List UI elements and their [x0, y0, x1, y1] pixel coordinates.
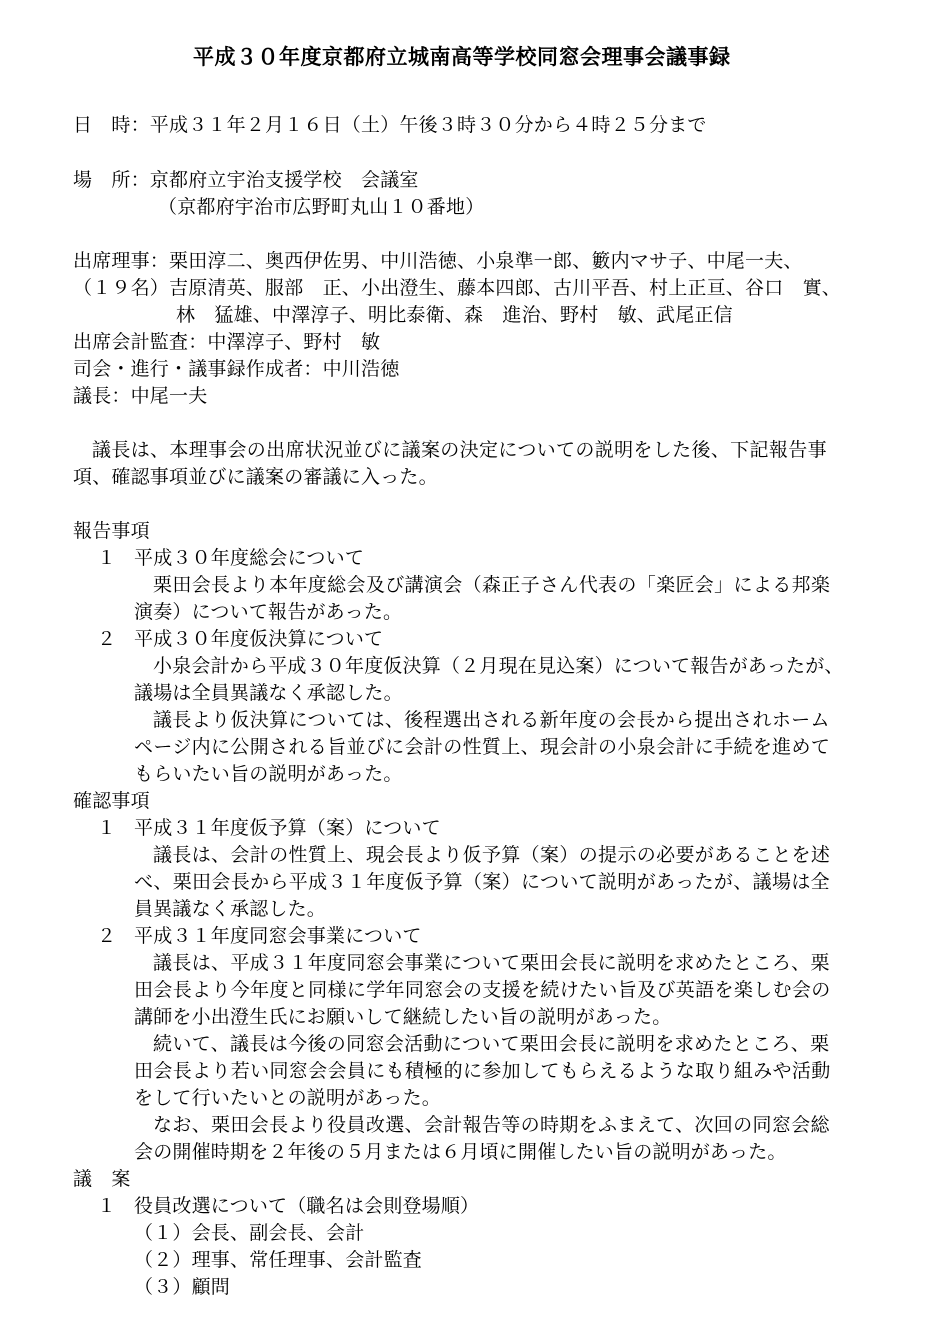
confirmation-2-line-8: 会の開催時期を２年後の５月または６月頃に開催したい旨の説明があった。: [134, 1141, 787, 1163]
report-1-title: 平成３０年度総会について: [134, 547, 365, 569]
report-2-line-5: もらいたい旨の説明があった。: [134, 763, 403, 785]
report-2-line-4: ページ内に公開される旨並びに会計の性質上、現会計の小泉会計に手続を進めて: [134, 736, 831, 758]
confirmation-2-line-1: 議長は、平成３１年度同窓会事業について栗田会長に説明を求めたところ、栗: [153, 952, 830, 974]
confirmation-1-line-1: 議長は、会計の性質上、現会長より仮予算（案）の提示の必要があることを述: [153, 844, 831, 866]
report-2-line-1: 小泉会計から平成３０年度仮決算（２月現在見込案）について報告があったが、: [153, 655, 844, 677]
confirmation-2-line-3: 講師を小出澄生氏にお願いして継続したい旨の説明があった。: [134, 1006, 672, 1028]
report-2-number: ２: [97, 628, 117, 650]
confirmation-2-line-4: 続いて、議長は今後の同窓会活動について栗田会長に説明を求めたところ、栗: [153, 1033, 830, 1055]
report-2-title: 平成３０年度仮決算について: [134, 628, 384, 650]
directors-line-1: 出席理事：栗田淳二、奥西伊佐男、中川浩徳、小泉準一郎、籔内マサ子、中尾一夫、: [73, 250, 803, 272]
agenda-1-title: 役員改選について（職名は会則登場順）: [134, 1195, 480, 1217]
meeting-place: 場 所：京都府立宇治支援学校 会議室: [73, 169, 419, 191]
report-2-line-2: 議場は全員異議なく承認した。: [134, 682, 403, 704]
confirmation-1-number: １: [97, 817, 117, 839]
confirmation-1-title: 平成３１年度仮予算（案）について: [134, 817, 441, 839]
meeting-datetime: 日 時：平成３１年２月１６日（土）午後３時３０分から４時２５分まで: [73, 114, 707, 136]
confirmation-1-line-3: 員異議なく承認した。: [134, 898, 327, 920]
confirmation-1-line-2: べ、栗田会長から平成３１年度仮予算（案）について説明があったが、議場は全: [134, 871, 831, 893]
agenda-1-number: １: [97, 1195, 117, 1217]
confirmation-2-line-5: 田会長より若い同窓会会員にも積極的に参加してもらえるような取り組みや活動: [134, 1060, 831, 1082]
agenda-1-subitem-3: （３）顧問: [134, 1276, 231, 1298]
moderator: 司会・進行・議事録作成者：中川浩徳: [73, 358, 400, 380]
directors-line-2: （１９名）吉原清英、服部 正、小出澄生、藤本四郎、古川平吾、村上正亘、谷口 實、: [73, 277, 842, 299]
confirmation-2-number: ２: [97, 925, 117, 947]
intro-line-2: 項、確認事項並びに議案の審議に入った。: [73, 466, 438, 488]
auditors: 出席会計監査：中澤淳子、野村 敏: [73, 331, 381, 353]
agenda-1-subitem-2: （２）理事、常任理事、会計監査: [134, 1249, 423, 1271]
reports-heading: 報告事項: [73, 520, 150, 542]
report-1-line-2: 演奏）について報告があった。: [134, 601, 403, 623]
directors-line-3: 林 猛雄、中澤淳子、明比泰衛、森 進治、野村 敏、武尾正信: [176, 304, 733, 326]
confirmations-heading: 確認事項: [73, 790, 150, 812]
agenda-heading: 議 案: [73, 1168, 131, 1190]
confirmation-2-line-7: なお、栗田会長より役員改選、会計報告等の時期をふまえて、次回の同窓会総: [153, 1114, 830, 1136]
confirmation-2-title: 平成３１年度同窓会事業について: [134, 925, 422, 947]
agenda-1-subitem-1: （１）会長、副会長、会計: [134, 1222, 365, 1244]
document-title: 平成３０年度京都府立城南高等学校同窓会理事会議事録: [193, 45, 731, 69]
report-1-line-1: 栗田会長より本年度総会及び講演会（森正子さん代表の「楽匠会」による邦楽: [153, 574, 831, 596]
report-1-number: １: [97, 547, 117, 569]
chair: 議長：中尾一夫: [73, 385, 208, 407]
confirmation-2-line-2: 田会長より今年度と同様に学年同窓会の支援を続けたい旨及び英語を楽しむ会の: [134, 979, 831, 1001]
meeting-address: （京都府宇治市広野町丸山１０番地）: [158, 196, 485, 218]
intro-line-1: 議長は、本理事会の出席状況並びに議案の決定についての説明をした後、下記報告事: [92, 439, 827, 461]
report-2-line-3: 議長より仮決算については、後程選出される新年度の会長から提出されホーム: [153, 709, 830, 731]
confirmation-2-line-6: をして行いたいとの説明があった。: [134, 1087, 442, 1109]
